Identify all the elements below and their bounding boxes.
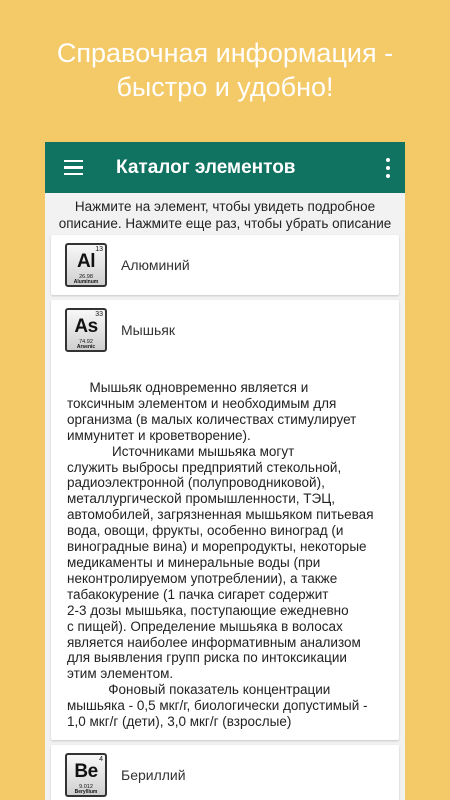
element-card-arsenic[interactable]	[51, 300, 399, 740]
description-line: автомобилей, загрязненная мышьяком питьевая	[67, 507, 374, 523]
description-line: токсичным элементом и необходимым для	[67, 395, 337, 411]
description-line: является наиболее информативным анализом	[67, 634, 361, 650]
atomic-number: 4	[99, 755, 103, 763]
atomic-mass: 74.92	[79, 339, 93, 345]
app-bar	[45, 142, 405, 193]
description-line: для выявления групп риска по интоксикации	[67, 650, 347, 666]
element-name: Алюминий	[121, 257, 190, 273]
description-line: иммунитет и кроветворение).	[67, 427, 251, 443]
description-line: табакокурение (1 пачка сигарет содержит	[67, 586, 329, 602]
hamburger-menu-icon[interactable]	[45, 142, 101, 193]
description-line: служить выбросы предприятий стекольной,	[67, 459, 342, 475]
description-line: виноградные вина) и морепродукты, некоторые	[67, 539, 367, 555]
instruction-line-2: описание. Нажмите еще раз, чтобы убрать описание	[58, 216, 392, 231]
app-screen	[45, 142, 405, 800]
description-line: этим элементом.	[67, 666, 174, 682]
app-bar-title: Каталог элементов	[116, 156, 296, 178]
element-tile-icon	[65, 243, 107, 287]
description-line: Фоновый показатель концентрации	[67, 682, 331, 698]
element-card-header[interactable]	[51, 300, 399, 360]
atomic-number: 33	[95, 311, 103, 318]
description-line: с пищей). Определение мышьяка в волосах	[67, 618, 343, 634]
promo-line-2: быстро и удобно!	[116, 72, 334, 102]
element-name: Бериллий	[121, 766, 186, 783]
element-card-header[interactable]	[51, 235, 399, 295]
element-card-beryllium[interactable]	[51, 745, 399, 800]
element-card-aluminum[interactable]	[51, 235, 399, 295]
description-line: неконтролируемом употреблении), а также	[67, 570, 338, 586]
description-line: 1,0 мкг/г (дети), 3,0 мкг/г (взрослые)	[67, 714, 292, 730]
element-symbol: Al	[77, 251, 95, 272]
element-description	[51, 360, 399, 740]
instruction-text	[45, 193, 405, 235]
description-line: 2-3 дозы мышьяка, поступающие ежедневно	[67, 602, 349, 618]
description-line: радиоэлектронной (полупроводниковой),	[67, 475, 325, 491]
description-line: медикаменты и минеральные воды (при	[67, 554, 321, 570]
description-line: металлургической промышленности, ТЭЦ,	[67, 491, 335, 507]
atomic-number: 13	[95, 246, 103, 253]
element-tile-icon	[65, 753, 107, 797]
element-tile-icon	[65, 308, 107, 352]
description-line: вода, овощи, фрукты, особенно виноград (и	[67, 523, 344, 539]
element-english-name: Beryllium	[74, 788, 98, 795]
more-vert-icon[interactable]	[385, 158, 391, 178]
atomic-mass: 9.012	[79, 783, 93, 790]
element-name: Мышьяк	[121, 322, 175, 338]
description-line: Мышьяк одновременно является и	[67, 380, 309, 395]
element-symbol: As	[74, 316, 98, 337]
instruction-line-1: Нажмите на элемент, чтобы увидеть подробное	[74, 199, 376, 214]
element-english-name: Aluminum	[73, 279, 99, 285]
promo-line-1: Справочная информация -	[56, 38, 394, 68]
description-line: организма (в малых количествах стимулирует	[67, 411, 357, 427]
element-card-header[interactable]	[51, 745, 399, 800]
description-line: Источниками мышьяка могут	[67, 443, 295, 459]
element-symbol: Be	[74, 760, 98, 782]
description-line: мышьяка - 0,5 мкг/г, биологически допустимый -	[67, 698, 368, 714]
promo-headline	[0, 36, 450, 104]
element-english-name: Arsenic	[76, 344, 96, 350]
atomic-mass: 26.98	[79, 274, 93, 280]
